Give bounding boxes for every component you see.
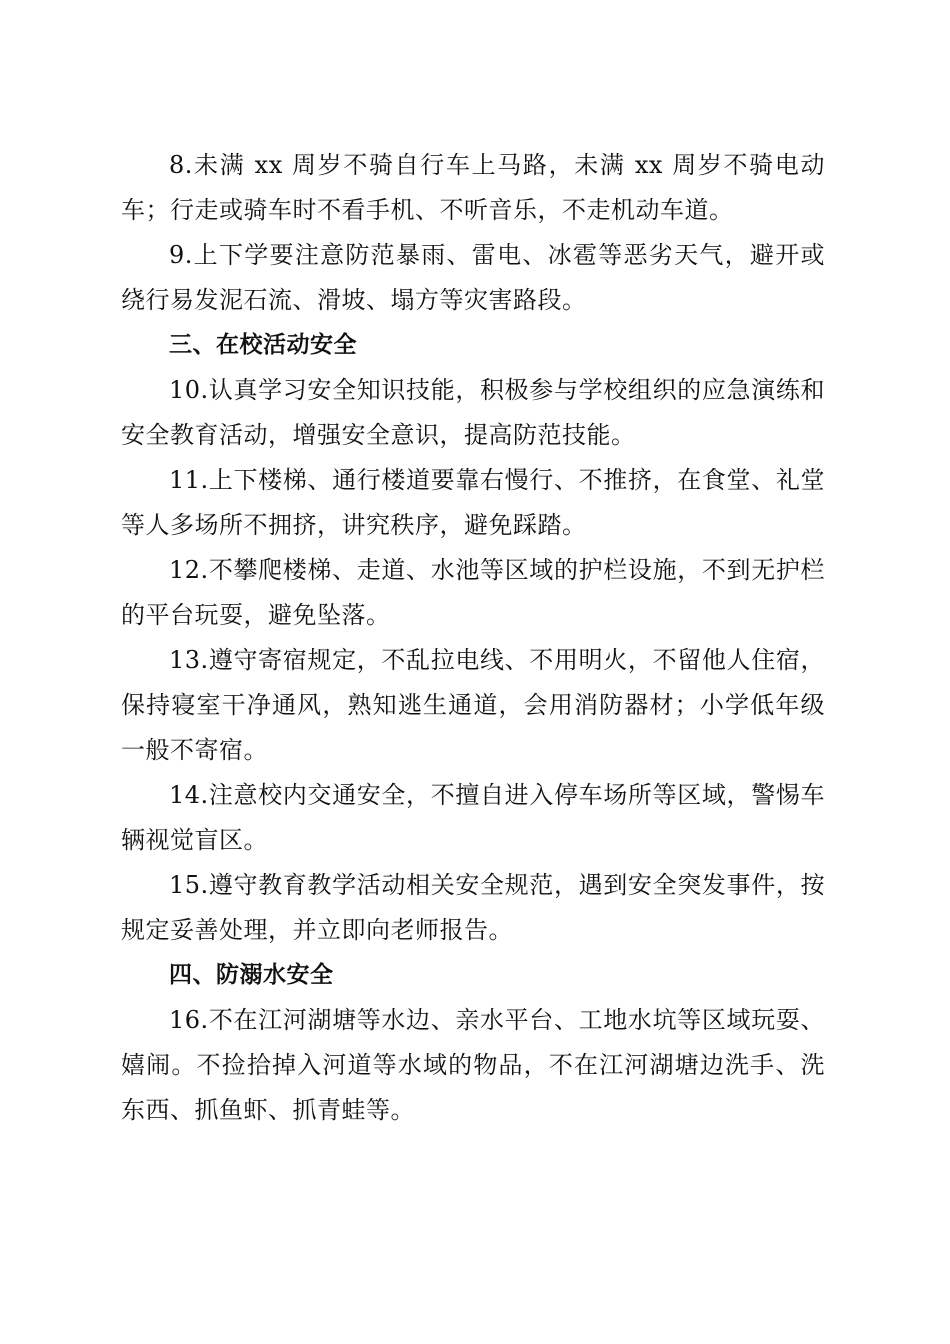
rule-14: 14.注意校内交通安全，不擅自进入停车场所等区域，警惕车辆视觉盲区。 [121,781,825,854]
rule-16: 16.不在江河湖塘等水边、亲水平台、工地水坑等区域玩耍、嬉闹。不捡拾掉入河道等水域的物品，不在江河湖塘边洗手、洗东西、抓鱼虾、抓青蛙等。 [121,1006,825,1124]
document-body [121,143,825,1133]
rule-13: 13.遵守寄宿规定，不乱拉电线、不用明火，不留他人住宿，保持寝室干净通风，熟知逃生通道，会用消防器材；小学低年级一般不寄宿。 [121,646,825,764]
rule-9: 9.上下学要注意防范暴雨、雷电、冰雹等恶劣天气，避开或绕行易发泥石流、滑坡、塌方等灾害路段。 [121,241,825,314]
section-heading-4: 四、防溺水安全 [169,962,334,988]
rule-8: 8.未满 xx 周岁不骑自行车上马路，未满 xx 周岁不骑电动车；行走或骑车时不看手机、不听音乐，不走机动车道。 [121,151,825,224]
rule-15: 15.遵守教育教学活动相关安全规范，遇到安全突发事件，按规定妥善处理，并立即向老师报告。 [121,871,825,944]
rule-10: 10.认真学习安全知识技能，积极参与学校组织的应急演练和安全教育活动，增强安全意识，提高防范技能。 [121,376,825,449]
rule-11: 11.上下楼梯、通行楼道要靠右慢行、不推挤，在食堂、礼堂等人多场所不拥挤，讲究秩序，避免踩踏。 [121,466,825,539]
section-heading-3: 三、在校活动安全 [169,332,357,358]
rule-12: 12.不攀爬楼梯、走道、水池等区域的护栏设施，不到无护栏的平台玩耍，避免坠落。 [121,556,825,629]
